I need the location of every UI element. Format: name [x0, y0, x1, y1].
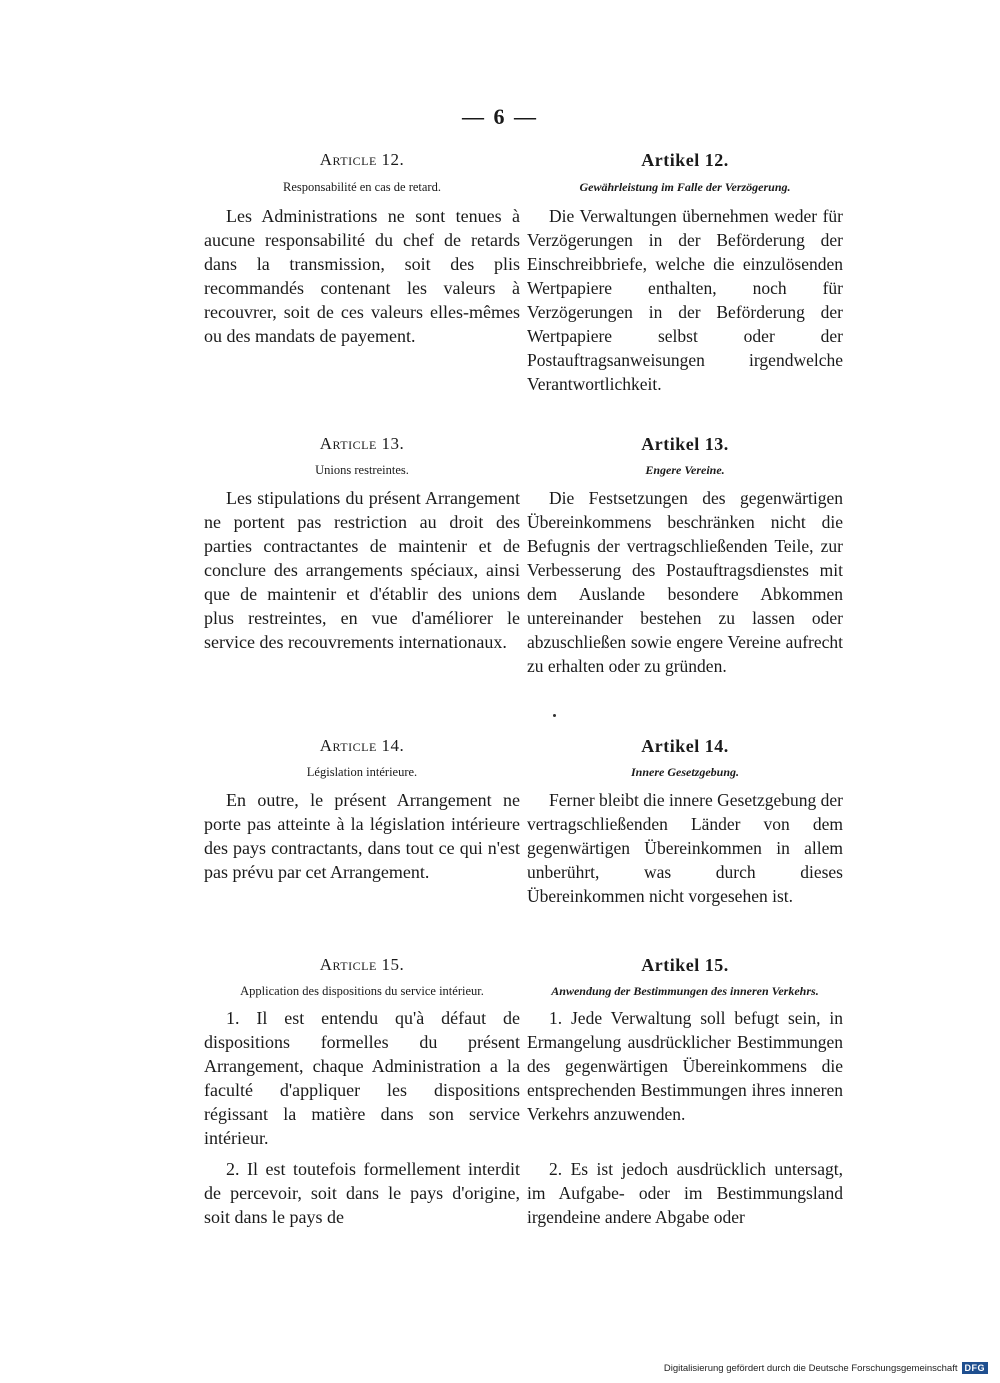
article-paragraph: Ferner bleibt die innere Gesetzgebung der vertragschließenden Länder von dem gegenwärtigen Übereinkommen in allem unberührt, was durch dieses Übereinkommen nicht vorgesehen ist. — [527, 790, 843, 906]
article-word: Article — [319, 955, 377, 974]
article-number: 13. — [376, 434, 405, 453]
article-title: Artikel 13. — [641, 434, 729, 454]
article-title — [204, 955, 520, 975]
article-paragraph: 2. Es ist jedoch ausdrücklich untersagt, im Aufgabe- oder im Bestimmungsland irgendeine andere Abgabe oder — [527, 1159, 843, 1227]
article-subtitle: Application des dispositions du service intérieur. — [240, 984, 484, 998]
article-subtitle: Unions restreintes. — [315, 463, 409, 477]
article-word: Article — [319, 150, 377, 169]
article-word: Article — [319, 736, 377, 755]
article-number: 14. — [376, 736, 405, 755]
article-paragraph: Les stipulations du présent Arrangement ne portent pas restriction au droit des parties contractantes de maintenir et de conclure des arrangements spéciaux, ainsi que de maintenir et d'établir des unions plus restreintes, en vue d'améliorer le service des recouvrements internationaux. — [204, 488, 520, 652]
article-subtitle: Anwendung der Bestimmungen des inneren Verkehrs. — [551, 984, 819, 998]
footer-text: Digitalisierung gefördert durch die Deutsche Forschungsgemeinschaft — [663, 1362, 958, 1374]
article-title: Artikel 14. — [641, 736, 729, 756]
article-subtitle: Responsabilité en cas de retard. — [283, 180, 441, 194]
article-number: 12. — [376, 150, 405, 169]
article-subtitle: Innere Gesetzgebung. — [630, 765, 739, 779]
article-number: 15. — [376, 955, 405, 974]
footer — [664, 1362, 988, 1374]
article-title — [204, 150, 520, 170]
article-subtitle: Législation intérieure. — [306, 765, 418, 779]
page-number: — 6 — — [462, 104, 538, 129]
article-paragraph: Die Festsetzungen des gegenwärtigen Übereinkommens beschränken nicht die Befugnis der vertragschließenden Teile, zur Verbesserung des Postauftragsdienstes mit dem Auslande besondere Abkommen untereinander bestehen zu lassen oder abzuschließen sowie engere Vereine aufrecht zu erhalten oder zu gründen. — [527, 488, 843, 676]
article-paragraph: Die Verwaltungen übernehmen weder für Verzögerungen in der Beförderung der Einschreibbriefe, welche die einzulösenden Wertpapiere enthalten, noch für Verzögerungen in der Beförderung der Wertpapiere selbst oder der Postauftragsanweisungen irgendwelche Verantwortlichkeit. — [527, 206, 843, 394]
article-paragraph: Les Administrations ne sont tenues à aucune responsabilité du chef de retards dans la transmission, soit des plis recommandés contenant les valeurs à recouvrer, soit de ces valeurs elles-mêmes ou des mandats de payement. — [204, 206, 520, 346]
article-paragraph: 2. Il est toutefois formellement interdit de percevoir, soit dans le pays d'origine, soit dans le pays de — [204, 1159, 520, 1227]
article-title — [204, 736, 520, 756]
ink-speck — [553, 714, 556, 717]
article-title: Artikel 12. — [641, 150, 729, 170]
article-title — [204, 434, 520, 454]
article-paragraph: 1. Il est entendu qu'à défaut de dispositions formelles du présent Arrangement, chaque Administration a la faculté d'appliquer les dispositions régissant la matière dans son service intérieur. — [204, 1008, 520, 1148]
article-paragraph: En outre, le présent Arrangement ne porte pas atteinte à la législation intérieure des pays contractants, dans tout ce qui n'est pas prévu par cet Arrangement. — [204, 790, 520, 882]
dfg-logo: DFG — [962, 1362, 989, 1374]
article-subtitle: Engere Vereine. — [645, 463, 725, 477]
article-title: Artikel 15. — [641, 955, 729, 975]
article-paragraph: 1. Jede Verwaltung soll befugt sein, in Ermangelung ausdrücklicher Bestimmungen des gegenwärtigen Übereinkommens die entsprechenden Bestimmungen ihres inneren Verkehrs anzuwenden. — [527, 1008, 843, 1124]
article-subtitle: Gewährleistung im Falle der Verzögerung. — [579, 180, 791, 194]
article-word: Article — [319, 434, 377, 453]
